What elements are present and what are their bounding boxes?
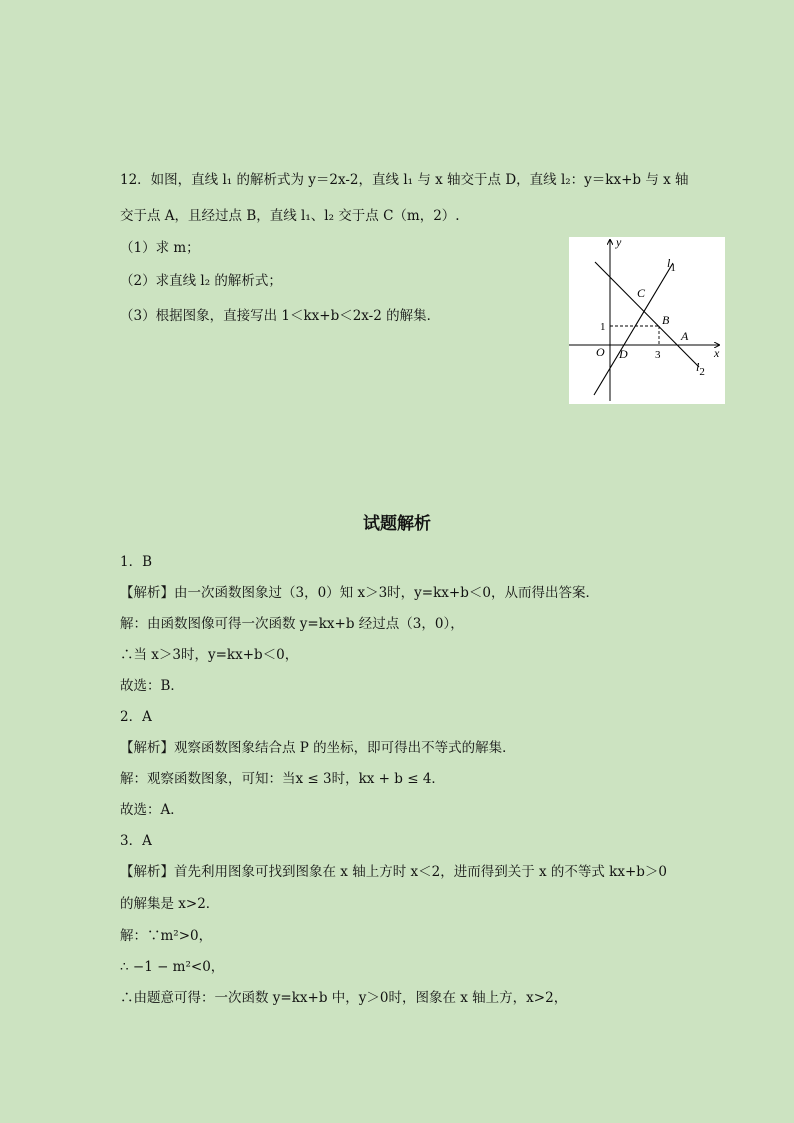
solution-line: 2．A xyxy=(120,709,152,725)
label-x: x xyxy=(714,346,720,360)
label-y: y xyxy=(616,237,622,249)
label-l2: l2 xyxy=(696,360,705,378)
label-D: D xyxy=(619,347,628,361)
label-O: O xyxy=(596,345,605,359)
question-2: （2）求直线 l₂ 的解析式； xyxy=(120,273,282,289)
solution-line: 解：∵m²>0， xyxy=(120,928,213,944)
label-l1: l1 xyxy=(667,256,676,274)
solution-line: ∴ −1 − m²<0， xyxy=(120,959,225,975)
solution-line: 3．A xyxy=(120,833,152,849)
solution-line: 故选：A． xyxy=(120,802,184,818)
line-l2 xyxy=(595,262,699,367)
label-C: C xyxy=(637,286,646,300)
graph-figure xyxy=(569,237,725,404)
solution-line: 【解析】由一次函数图象过（3，0）知 x＞3时，y=kx+b＜0，从而得出答案． xyxy=(120,585,599,601)
solution-line: 【解析】观察函数图象结合点 P 的坐标，即可得出不等式的解集． xyxy=(120,740,516,756)
label-A: A xyxy=(681,329,689,343)
solution-line: 1．B xyxy=(120,554,153,570)
tick-3: 3 xyxy=(655,349,661,361)
problem-line-2: 交于点 A，且经过点 B，直线 l₁、l₂ 交于点 C（m，2）. xyxy=(120,208,460,224)
problem-line-1: 12．如图，直线 l₁ 的解析式为 y＝2x-2，直线 l₁ 与 x 轴交于点 D，直线 l₂：y＝kx+b 与 x 轴 xyxy=(120,172,689,188)
question-3: （3）根据图象，直接写出 1＜kx+b＜2x-2 的解集． xyxy=(120,308,441,324)
tick-1: 1 xyxy=(600,321,606,333)
question-1: （1）求 m； xyxy=(120,240,200,256)
solution-line: 的解集是 x>2． xyxy=(120,896,220,912)
solution-line: 解：由函数图像可得一次函数 y=kx+b 经过点（3，0）， xyxy=(120,616,464,632)
graph-svg xyxy=(569,237,725,404)
solution-line: 解：观察函数图象，可知：当x ≤ 3时，kx + b ≤ 4． xyxy=(120,771,445,787)
section-title: 试题解析 xyxy=(363,514,431,534)
solution-line: ∴由题意可得：一次函数 y=kx+b 中，y＞0时，图象在 x 轴上方，x>2， xyxy=(120,990,568,1006)
solution-line: ∴当 x＞3时，y=kx+b＜0， xyxy=(120,647,299,663)
solution-line: 故选：B． xyxy=(120,678,184,694)
solution-line: 【解析】首先利用图象可找到图象在 x 轴上方时 x＜2，进而得到关于 x 的不等式 kx+b＞0 xyxy=(120,864,668,880)
label-B: B xyxy=(662,313,670,327)
